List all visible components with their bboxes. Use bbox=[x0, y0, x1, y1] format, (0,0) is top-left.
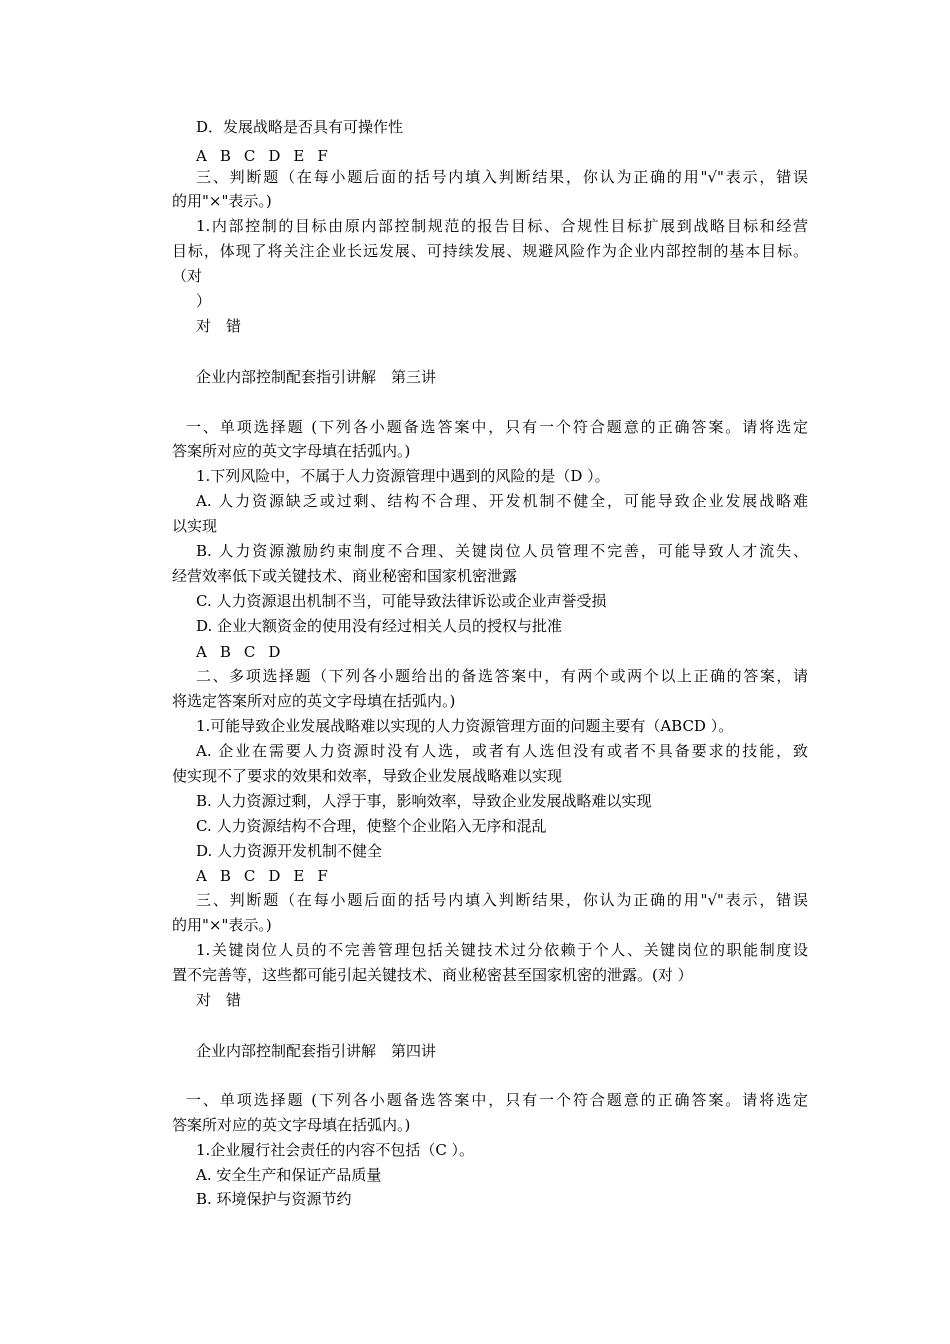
letter: B bbox=[219, 643, 231, 661]
answer-letters bbox=[196, 146, 341, 166]
question-text: 1.下列风险中，不属于人力资源管理中遇到的风险的是（D ）。 bbox=[196, 467, 610, 485]
option-d: D. 企业大额资金的使用没有经过相关人员的授权与批准 bbox=[196, 617, 563, 635]
question-text: ） bbox=[196, 292, 212, 310]
option-b-cont: 经营效率低下或关键技术、商业秘密和国家机密泄露 bbox=[172, 567, 518, 585]
letter: F bbox=[317, 867, 328, 885]
letter: B bbox=[219, 147, 231, 165]
option-a-cont: 以实现 bbox=[172, 517, 218, 535]
question-text: 1.可能导致企业发展战略难以实现的人力资源管理方面的问题主要有（ABCD ）。 bbox=[196, 717, 734, 735]
option-a: A. 企业在需要人力资源时没有人选，或者有人选但没有或者不具备要求的技能，致 bbox=[196, 742, 808, 760]
judge-heading-cont: 的用"×"表示。) bbox=[172, 192, 272, 210]
option-a: A. 人力资源缺乏或过剩、结构不合理、开发机制不健全，可能导致企业发展战略难 bbox=[196, 492, 808, 510]
option-c: C. 人力资源结构不合理，使整个企业陷入无序和混乱 bbox=[196, 817, 547, 835]
section-title: 企业内部控制配套指引讲解 第四讲 bbox=[196, 1042, 437, 1060]
option-c: C. 人力资源退出机制不当，可能导致法律诉讼或企业声誉受损 bbox=[196, 592, 607, 610]
answer-letters bbox=[196, 642, 293, 662]
question-text: 1.关键岗位人员的不完善管理包括关键技术过分依赖于个人、关键岗位的职能制度设 bbox=[196, 941, 808, 959]
letter: D bbox=[268, 147, 281, 165]
option-b: B. 人力资源过剩，人浮于事，影响效率，导致企业发展战略难以实现 bbox=[196, 792, 652, 810]
letter: A bbox=[196, 867, 207, 885]
question-text: 1.企业履行社会责任的内容不包括（C ）。 bbox=[196, 1141, 475, 1159]
question-text: 置不完善等，这些都可能引起关键技术、商业秘密甚至国家机密的泄露。(对 ） bbox=[172, 966, 693, 984]
letter: E bbox=[293, 867, 305, 885]
letter: D bbox=[268, 867, 281, 885]
letter: A bbox=[196, 643, 207, 661]
true-false-options: 对 错 bbox=[196, 317, 242, 335]
question-text: 1.内部控制的目标由原内部控制规范的报告目标、合规性目标扩展到战略目标和经营 bbox=[196, 217, 808, 235]
letter: C bbox=[243, 147, 256, 165]
letter: C bbox=[243, 867, 256, 885]
single-choice-heading-cont: 答案所对应的英文字母填在括弧内。) bbox=[172, 1116, 411, 1134]
question-text: 目标，体现了将关注企业长远发展、可持续发展、规避风险作为企业内部控制的基本目标。 bbox=[172, 242, 808, 260]
judge-heading: 三、判断题（在每小题后面的括号内填入判断结果，你认为正确的用"√"表示，错误 bbox=[196, 891, 808, 909]
option-a-cont: 使实现不了要求的效果和效率，导致企业发展战略难以实现 bbox=[172, 767, 563, 785]
option-a: A. 安全生产和保证产品质量 bbox=[196, 1166, 382, 1184]
section-title: 企业内部控制配套指引讲解 第三讲 bbox=[196, 368, 437, 386]
true-false-options: 对 错 bbox=[196, 991, 242, 1009]
letter: E bbox=[293, 147, 305, 165]
single-choice-heading: 一、单项选择题 (下列各小题备选答案中，只有一个符合题意的正确答案。请将选定 bbox=[186, 1091, 808, 1109]
letter: A bbox=[196, 147, 207, 165]
letter: F bbox=[317, 147, 328, 165]
multi-choice-heading-cont: 将选定答案所对应的英文字母填在括弧内。) bbox=[172, 692, 456, 710]
judge-heading-cont: 的用"×"表示。) bbox=[172, 916, 272, 934]
option-d: D. 人力资源开发机制不健全 bbox=[196, 842, 383, 860]
letter: D bbox=[268, 643, 281, 661]
letter: C bbox=[243, 643, 256, 661]
option-b: B. 环境保护与资源节约 bbox=[196, 1190, 352, 1208]
question-text: （对 bbox=[172, 267, 203, 285]
answer-letters bbox=[196, 866, 341, 886]
single-choice-heading: 一、单项选择题 (下列各小题备选答案中，只有一个符合题意的正确答案。请将选定 bbox=[186, 418, 808, 436]
option-d: D．发展战略是否具有可操作性 bbox=[196, 118, 404, 136]
single-choice-heading-cont: 答案所对应的英文字母填在括弧内。) bbox=[172, 442, 411, 460]
multi-choice-heading: 二、多项选择题（下列各小题给出的备选答案中，有两个或两个以上正确的答案，请 bbox=[196, 667, 808, 685]
option-b: B. 人力资源激励约束制度不合理、关键岗位人员管理不完善，可能导致人才流失、 bbox=[196, 542, 808, 560]
letter: B bbox=[219, 867, 231, 885]
judge-heading: 三、判断题（在每小题后面的括号内填入判断结果，你认为正确的用"√"表示，错误 bbox=[196, 168, 808, 186]
